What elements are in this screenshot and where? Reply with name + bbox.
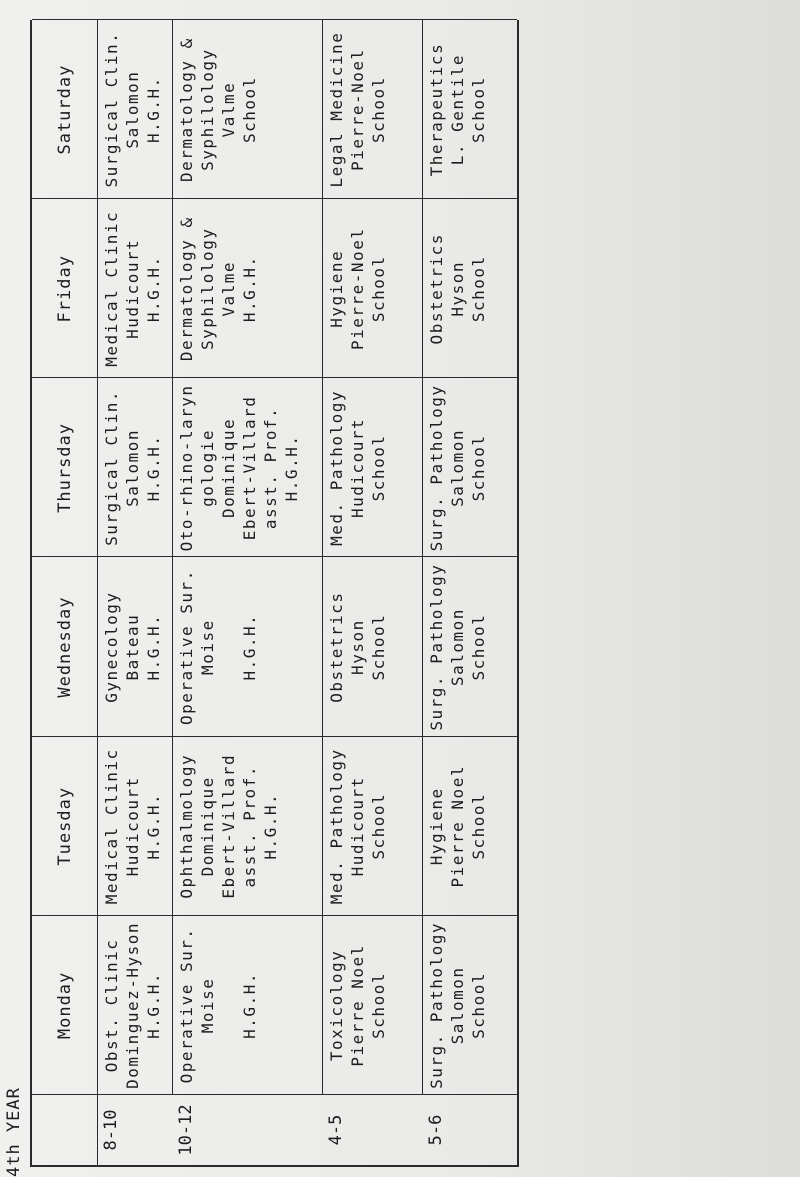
course-name: Legal Medicine: [327, 31, 346, 188]
course-detail: [218, 1000, 239, 1011]
course-name: Dermatology &: [177, 216, 196, 362]
course-name: Surg. Pathology: [427, 384, 446, 552]
course-detail: H.G.H.: [144, 434, 163, 502]
day-header-saturday: Saturday: [54, 64, 75, 155]
schedule-cell-wednesday-10-12: [172, 558, 322, 737]
schedule-cell-tuesday-4-5: [322, 737, 422, 916]
course-detail: Moise: [198, 619, 217, 675]
course-detail: School: [469, 792, 488, 860]
course-detail: School: [369, 972, 388, 1039]
schedule-cell-tuesday-5-6: [422, 737, 582, 916]
course-detail: Ebert-Villard: [219, 753, 238, 899]
course-detail: Pierre-Noel: [348, 227, 367, 350]
course-detail: H.G.H.: [144, 792, 163, 860]
course-detail: [218, 642, 239, 653]
schedule-cell-tuesday-8-10: [97, 737, 172, 916]
course-detail: Ebert-Villard: [240, 395, 259, 541]
schedule-cell-thursday-8-10: [97, 378, 172, 557]
course-detail: H.G.H.: [240, 972, 259, 1039]
course-detail: Pierre-Noel: [348, 48, 367, 171]
course-name: Surgical Clin.: [102, 31, 121, 188]
document-title: 4th YEAR: [4, 1087, 24, 1177]
course-name: Surgical Clin.: [102, 390, 121, 546]
course-name: Toxicology: [327, 949, 346, 1062]
course-detail: Pierre Noel: [448, 765, 467, 888]
course-detail: H.G.H.: [282, 434, 301, 502]
column-divider: [32, 557, 517, 558]
schedule-cell-monday-8-10: [97, 916, 172, 1095]
course-detail: Bateau: [123, 613, 142, 681]
schedule-cell-friday-8-10: [97, 199, 172, 378]
course-detail: School: [469, 972, 488, 1039]
course-detail: H.G.H.: [144, 255, 163, 323]
schedule-cell-friday-4-5: [322, 199, 422, 378]
row-divider: [172, 20, 173, 1095]
course-detail: Salomon: [123, 428, 142, 507]
column-divider: [32, 915, 517, 916]
time-slot-label: 10-12: [176, 1104, 196, 1156]
column-divider: [32, 377, 517, 378]
schedule-cell-tuesday-10-12: [172, 737, 322, 916]
course-detail: School: [369, 255, 388, 323]
course-name: Med. Pathology: [327, 748, 346, 905]
course-detail: School: [369, 613, 388, 681]
course-name: Obst. Clinic: [102, 938, 121, 1073]
time-slot-label: 4-5: [326, 1114, 346, 1146]
course-detail: Salomon: [448, 608, 467, 687]
course-name: Hygiene: [427, 787, 446, 866]
schedule-cell-thursday-5-6: [422, 378, 582, 557]
schedule-cell-friday-10-12: [172, 199, 322, 378]
course-detail: School: [469, 76, 488, 143]
course-name: Surg. Pathology: [427, 563, 446, 731]
course-detail: School: [369, 792, 388, 860]
course-detail: asst. Prof.: [240, 765, 259, 888]
course-detail: School: [240, 76, 259, 143]
schedule-cell-wednesday-8-10: [97, 558, 172, 737]
course-name: Surg. Pathology: [427, 921, 446, 1089]
course-name: Med. Pathology: [327, 390, 346, 546]
schedule-cell-saturday-8-10: [97, 20, 172, 199]
schedule-table: [30, 20, 519, 1167]
row-divider: [97, 20, 98, 1165]
schedule-cell-saturday-10-12: [172, 20, 322, 199]
schedule-cell-thursday-10-12: [172, 378, 322, 557]
course-name: Therapeutics: [427, 42, 446, 177]
course-detail: H.G.H.: [144, 76, 163, 143]
course-detail: School: [469, 434, 488, 502]
course-name: Obstetrics: [427, 233, 446, 345]
schedule-cell-wednesday-5-6: [422, 558, 582, 737]
schedule-cell-thursday-4-5: [322, 378, 422, 557]
time-slot-label: 5-6: [426, 1114, 446, 1146]
course-detail: Dominique: [219, 417, 238, 519]
course-detail: Valme: [219, 81, 238, 138]
schedule-cell-saturday-5-6: [422, 20, 582, 199]
course-detail: gologie: [198, 428, 217, 507]
course-detail: Hyson: [448, 260, 467, 317]
column-divider: [32, 198, 517, 199]
course-detail: H.G.H.: [240, 613, 259, 681]
course-detail: asst. Prof.: [261, 406, 280, 530]
column-divider: [32, 19, 517, 20]
course-detail: Salomon: [123, 70, 142, 149]
course-detail: School: [469, 255, 488, 323]
course-detail: School: [369, 76, 388, 143]
time-slot-label: 8-10: [101, 1109, 121, 1151]
schedule-cell-saturday-4-5: [322, 20, 422, 199]
course-detail: School: [469, 613, 488, 681]
column-divider: [32, 1094, 517, 1095]
course-name: Hygiene: [327, 249, 346, 328]
course-detail: L. Gentile: [448, 53, 467, 166]
course-name: Dermatology &: [177, 37, 196, 182]
column-divider: [32, 736, 517, 737]
course-detail: H.G.H.: [240, 255, 259, 323]
schedule-cell-wednesday-4-5: [322, 558, 422, 737]
day-header-friday: Friday: [54, 255, 75, 323]
course-detail: Syphilology: [198, 227, 217, 350]
course-detail: School: [369, 434, 388, 502]
schedule-cell-monday-5-6: [422, 916, 582, 1095]
schedule-cell-monday-10-12: [172, 916, 322, 1095]
course-name: Operative Sur.: [177, 569, 196, 726]
course-name: Obstetrics: [327, 591, 346, 703]
day-header-thursday: Thursday: [54, 422, 75, 513]
course-detail: H.G.H.: [261, 792, 280, 860]
day-header-wednesday: Wednesday: [54, 596, 75, 698]
course-name: Oto-rhino-laryn: [177, 384, 196, 552]
course-detail: H.G.H.: [144, 972, 163, 1039]
schedule-cell-friday-5-6: [422, 199, 582, 378]
row-divider: [422, 20, 423, 1095]
course-detail: Dominique: [198, 776, 217, 877]
row-divider: [322, 20, 323, 1095]
course-name: Ophthalmology: [177, 753, 196, 899]
course-name: Medical Clinic: [102, 210, 121, 367]
course-detail: Salomon: [448, 428, 467, 507]
day-header-monday: Monday: [54, 971, 75, 1040]
course-detail: Moise: [198, 977, 217, 1034]
course-detail: Syphilology: [198, 48, 217, 171]
course-detail: Hudicourt: [348, 417, 367, 519]
course-detail: Pierre Noel: [348, 944, 367, 1067]
course-detail: Hyson: [348, 619, 367, 675]
course-name: Medical Clinic: [102, 748, 121, 905]
course-detail: Salomon: [448, 966, 467, 1045]
course-detail: Hudicourt: [123, 776, 142, 877]
day-header-tuesday: Tuesday: [54, 786, 75, 866]
course-detail: Dominguez-Hyson: [123, 921, 142, 1089]
course-name: Gynecology: [102, 591, 121, 703]
course-name: Operative Sur.: [177, 927, 196, 1084]
course-detail: Hudicourt: [348, 776, 367, 877]
course-detail: Hudicourt: [123, 238, 142, 339]
course-detail: H.G.H.: [144, 613, 163, 681]
course-detail: Valme: [219, 260, 238, 317]
schedule-cell-monday-4-5: [322, 916, 422, 1095]
